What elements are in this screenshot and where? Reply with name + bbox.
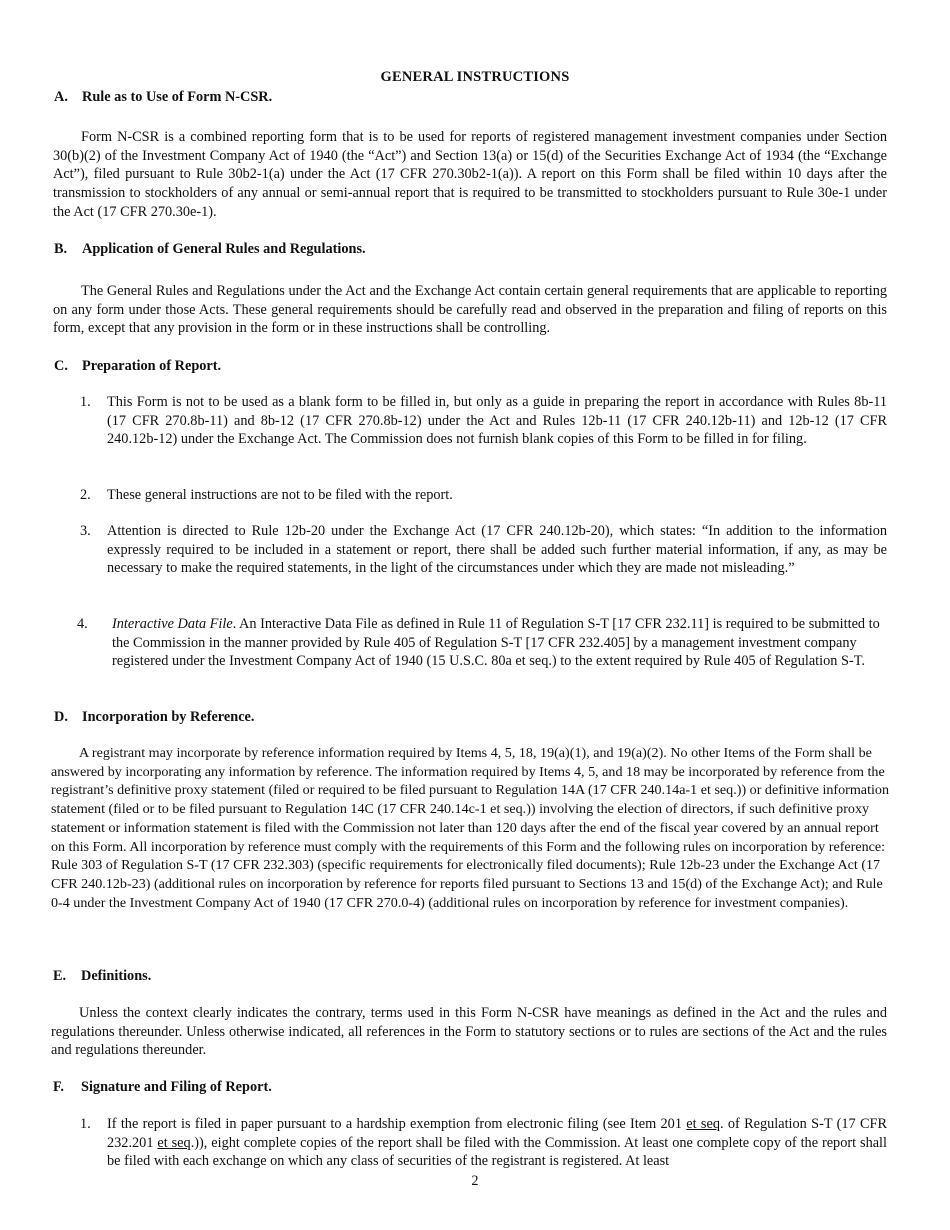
section-d-paragraph: A registrant may incorporate by reference information required by Items 4, 5, 18, 19(a)(1), and 19(a)(2). No other Items of the Form shall be answered by incorporating any information by reference. The information required by Items 4, 5, and 18 may be incorporated by reference from the registrant’s definitive proxy statement (filed or required to be filed pursuant to Regulation 14A (17 CFR 240.14a-1 et seq.)) or definitive information statement (filed or to be filed pursuant to Regulation 14C (17 CFR 240.14c-1 et seq.)) involving the election of directors, if such definitive proxy statement or information statement is filed with the Commission not later than 120 days after the end of the fiscal year covered by an annual report on this Form. All incorporation by reference must comply with the requirements of this Form and the following rules on incorporation by reference: Rule 303 of Regulation S-T (17 CFR 232.303) (specific requirements for electronically filed documents); Rule 12b-23 under the Exchange Act (17 CFR 240.12b-23) (additional rules on incorporation by reference for reports filed pursuant to Sections 13 and 15(d) of the Exchange Act); and Rule 0-4 under the Investment Company Act of 1940 (17 CFR 270.0-4) (additional rules on incorporation by reference for investment companies). <box>51 745 889 911</box>
item-number: 1. <box>80 1116 91 1132</box>
item-text <box>107 1115 887 1171</box>
section-f-title: Signature and Filing of Report. <box>81 1079 272 1095</box>
item-number: 1. <box>80 394 91 410</box>
item-number: 3. <box>80 523 91 539</box>
list-item <box>80 1115 887 1171</box>
item-text-part: If the report is filed in paper pursuant to a hardship exemption from electronic filing (see Item 201 <box>107 1116 687 1132</box>
section-e-letter: E. <box>53 968 67 984</box>
underlined-term: et seq <box>686 1116 720 1132</box>
item-number: 4. <box>77 616 88 632</box>
item-number: 2. <box>80 487 91 503</box>
section-a-letter: A. <box>54 89 68 105</box>
list-item <box>80 486 887 505</box>
section-a-title: Rule as to Use of Form N-CSR. <box>82 89 273 105</box>
section-c-letter: C. <box>54 358 68 374</box>
section-b-paragraph: The General Rules and Regulations under the Act and the Exchange Act contain certain general requirements that are applicable to reporting on any form under those Acts. These general requirements should be carefully read and observed in the preparation and filing of reports on this form, except that any provision in the form or in these instructions shall be controlling. <box>53 283 887 337</box>
section-c-title: Preparation of Report. <box>82 358 222 374</box>
item-italic-term: Interactive Data File <box>112 616 233 632</box>
section-b-heading <box>54 240 366 259</box>
item-text: These general instructions are not to be filed with the report. <box>107 487 453 503</box>
item-text <box>112 615 887 671</box>
item-text: This Form is not to be used as a blank form to be filled in, but only as a guide in preparing the report in accordance with Rules 8b-11 (17 CFR 270.8b-11) and 8b-12 (17 CFR 270.8b-12) under the Act and Rules 12b-11 (17 CFR 240.12b-11) and 12b-12 (17 CFR 240.12b-12) under the Exchange Act. The Commission does not furnish blank copies of this Form to be filled in for filing. <box>107 394 887 448</box>
section-b-letter: B. <box>54 241 68 257</box>
section-a-heading <box>54 88 272 107</box>
list-item <box>80 522 887 578</box>
section-e-paragraph: Unless the context clearly indicates the contrary, terms used in this Form N-CSR have meanings as defined in the Act and the rules and regulations thereunder. Unless otherwise indicated, all references in the Form to statutory sections or to rules are sections of the Act and the rules and regulations thereunder. <box>51 1005 887 1059</box>
section-f-letter: F. <box>53 1079 64 1095</box>
page-title: GENERAL INSTRUCTIONS <box>380 69 570 85</box>
section-f-heading <box>53 1078 272 1097</box>
section-e-title: Definitions. <box>81 968 152 984</box>
section-c-heading <box>54 357 221 376</box>
list-item <box>77 615 887 671</box>
underlined-term: et seq <box>157 1134 191 1151</box>
section-d-title: Incorporation by Reference. <box>82 709 255 725</box>
item-body: . An Interactive Data File as defined in Rule 11 of Regulation S-T [17 CFR 232.11] is required to be submitted to the Commission in the manner provided by Rule 405 of Regulation S-T [17 CFR 232.405] by a management investment company registered under the Investment Company Act of 1940 (15 U.S.C. 80a et seq.) to the extent required by Rule 405 of Regulation S-T. <box>112 616 880 670</box>
section-e-heading <box>53 967 151 986</box>
item-text-part: . of Regulation S-T (17 CFR 232.201 <box>107 1116 887 1151</box>
section-d-heading <box>54 708 254 727</box>
page-number: 2 <box>471 1173 479 1189</box>
list-item <box>80 393 887 449</box>
section-a-paragraph: Form N-CSR is a combined reporting form that is to be used for reports of registered management investment companies under Section 30(b)(2) of the Investment Company Act of 1940 (the “Act”) and Section 13(a) or 15(d) of the Securities Exchange Act of 1934 (the “Exchange Act”), filed pursuant to Rule 30b2-1(a) under the Act (17 CFR 270.30b2-1(a)). A report on this Form shall be filed within 10 days after the transmission to stockholders of any annual or semi-annual report that is required to be transmitted to stockholders pursuant to Rule 30e-1 under the Act (17 CFR 270.30e-1). <box>53 129 887 220</box>
item-text: Attention is directed to Rule 12b-20 under the Exchange Act (17 CFR 240.12b-20), which states: “In addition to the information expressly required to be included in a statement or report, there shall be added such further material information, if any, as may be necessary to make the required statements, in the light of the circumstances under which they are made not misleading.” <box>107 523 887 577</box>
section-b-title: Application of General Rules and Regulations. <box>82 241 366 257</box>
section-d-letter: D. <box>54 709 68 725</box>
item-text-part: .)), eight complete copies of the report shall be filed with the Commission. At least one complete copy of the report shall be filed with each exchange on which any class of securities of the registrant is registered. At least <box>107 1134 888 1170</box>
